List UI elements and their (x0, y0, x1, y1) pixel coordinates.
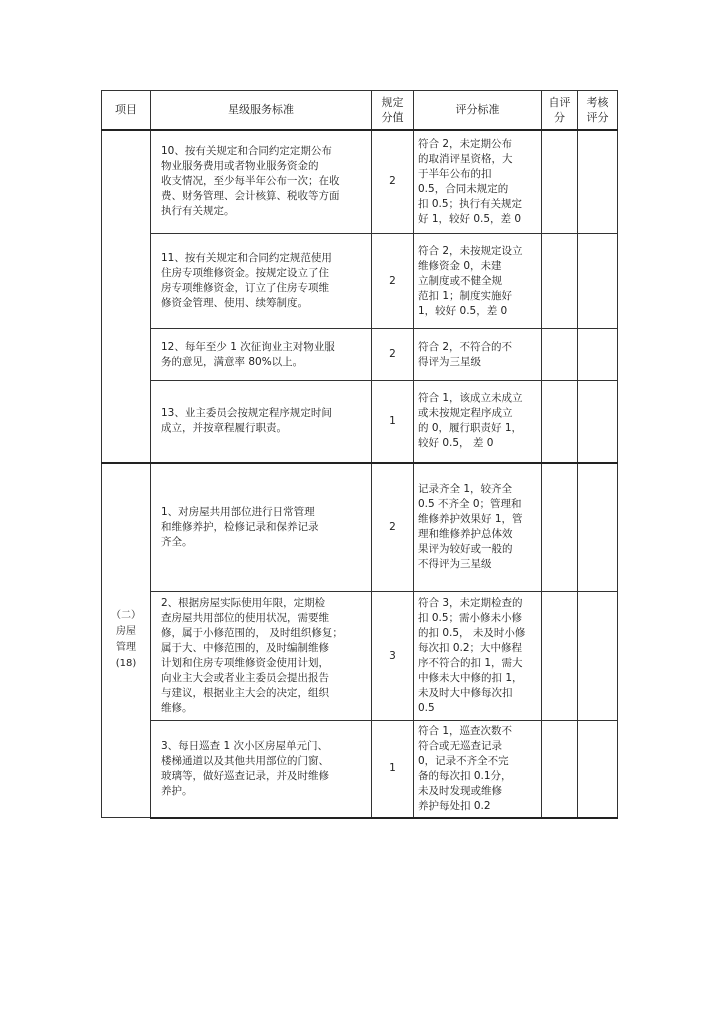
standard-cell: 13、业主委员会按规定程序规定时间 成立，并按章程履行职责。 (151, 381, 372, 463)
standard-cell: 12、每年至少 1 次征询业主对物业服 务的意见，满意率 80%以上。 (151, 329, 372, 381)
criteria-cell: 记录齐全 1，较齐全 0.5 不齐全 0；管理和 维修养护效果好 1，管 理和维修养护总体效 果评为较好或一般的 不得评为三星级 (414, 463, 542, 592)
self-score-cell[interactable] (542, 721, 578, 818)
table-row (102, 329, 618, 381)
score-cell: 2 (372, 329, 414, 381)
header-assessment: 考核 评分 (578, 91, 618, 130)
self-score-cell[interactable] (542, 329, 578, 381)
self-score-cell[interactable] (542, 381, 578, 463)
self-score-cell[interactable] (542, 234, 578, 329)
header-criteria: 评分标准 (414, 91, 542, 130)
assessment-cell[interactable] (578, 463, 618, 592)
evaluation-table (101, 90, 618, 819)
table-row (102, 130, 618, 234)
self-score-cell[interactable] (542, 130, 578, 234)
score-cell: 3 (372, 592, 414, 721)
score-cell: 1 (372, 721, 414, 818)
self-score-cell[interactable] (542, 463, 578, 592)
criteria-cell: 符合 2，不符合的不 得评为三星级 (414, 329, 542, 381)
header-self-score: 自评 分 (542, 91, 578, 130)
standard-cell: 1、对房屋共用部位进行日常管理 和维修养护，检修记录和保养记录 齐全。 (151, 463, 372, 592)
score-cell: 2 (372, 463, 414, 592)
self-score-cell[interactable] (542, 592, 578, 721)
header-score: 规定 分值 (372, 91, 414, 130)
assessment-cell[interactable] (578, 329, 618, 381)
criteria-cell: 符合 2，未定期公布 的取消评星资格，大 于半年公布的扣 0.5，合同未规定的 扣 0.5；执行有关规定 好 1，较好 0.5，差 0 (414, 130, 542, 234)
header-row (102, 91, 618, 130)
standard-cell: 10、按有关规定和合同约定定期公布 物业服务费用或者物业服务资金的 收支情况，至少每半年公布一次；在收 费、财务管理、会计核算、税收等方面 执行有关规定。 (151, 130, 372, 234)
table-row (102, 721, 618, 818)
category-cell-housing-management: （二） 房屋 管理 (18) (102, 463, 151, 818)
assessment-cell[interactable] (578, 721, 618, 818)
assessment-cell[interactable] (578, 130, 618, 234)
table-row (102, 234, 618, 329)
standard-cell: 3、每日巡查 1 次小区房屋单元门、 楼梯通道以及其他共用部位的门窗、 玻璃等，做好巡查记录，并及时维修 养护。 (151, 721, 372, 818)
header-standard: 星级服务标准 (151, 91, 372, 130)
score-cell: 2 (372, 234, 414, 329)
category-cell-continued (102, 130, 151, 463)
criteria-cell: 符合 1，巡查次数不 符合或无巡查记录 0，记录不齐全不完 备的每次扣 0.1分， 未及时发现或维修 养护每处扣 0.2 (414, 721, 542, 818)
criteria-cell: 符合 1，该成立未成立 或未按规定程序成立 的 0，履行职责好 1， 较好 0.5， 差 0 (414, 381, 542, 463)
table-row (102, 592, 618, 721)
standard-cell: 2、根据房屋实际使用年限，定期检 查房屋共用部位的使用状况，需要维 修，属于小修范围的， 及时组织修复； 属于大、中修范围的，及时编制维修 计划和住房专项维修资金使用计划， 向业主大会或者业主委员会提出报告 与建议，根据业主大会的决定，组织 维修。 (151, 592, 372, 721)
score-cell: 1 (372, 381, 414, 463)
table-row (102, 381, 618, 463)
assessment-cell[interactable] (578, 234, 618, 329)
standard-cell: 11、按有关规定和合同约定规范使用 住房专项维修资金。按规定设立了住 房专项维修资金，订立了住房专项维 修资金管理、使用、续筹制度。 (151, 234, 372, 329)
table-row (102, 463, 618, 592)
assessment-cell[interactable] (578, 381, 618, 463)
header-item: 项目 (102, 91, 151, 130)
score-cell: 2 (372, 130, 414, 234)
criteria-cell: 符合 3，未定期检查的 扣 0.5；需小修未小修 的扣 0.5， 未及时小修 每次扣 0.2；大中修程 序不符合的扣 1，需大 中修未大中修的扣 1， 未及时大中修每次扣 0.5 (414, 592, 542, 721)
criteria-cell: 符合 2，未按规定设立 维修资金 0，未建 立制度或不健全规 范扣 1；制度实施好 1，较好 0.5，差 0 (414, 234, 542, 329)
assessment-cell[interactable] (578, 592, 618, 721)
